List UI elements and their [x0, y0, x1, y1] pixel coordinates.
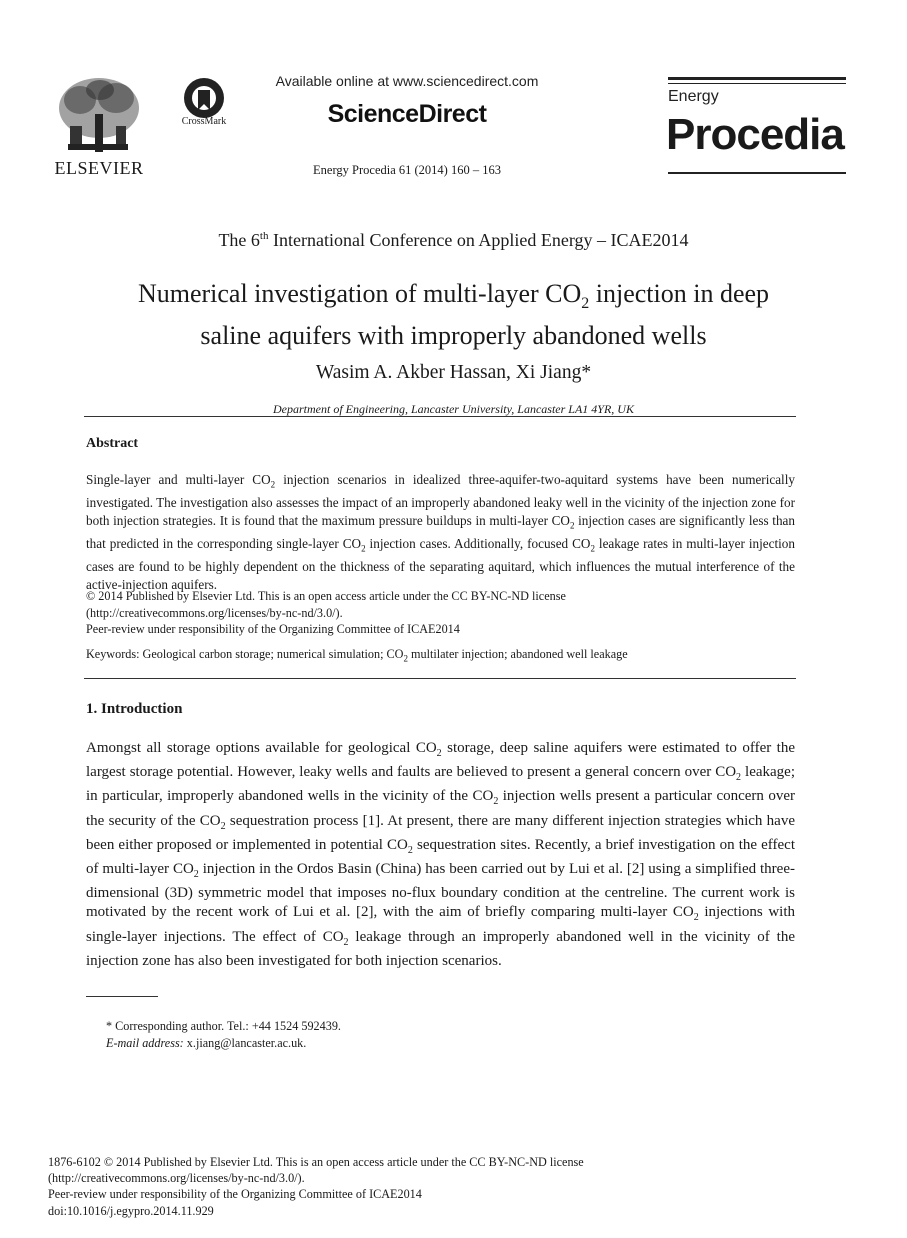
journal-logo-rule — [668, 172, 846, 174]
journal-reference: Energy Procedia 61 (2014) 160 – 163 — [313, 163, 501, 177]
doi-link[interactable]: doi:10.1016/j.egypro.2014.11.929 — [48, 1203, 214, 1218]
sciencedirect-logo[interactable]: ScienceDirect — [327, 100, 487, 128]
journal-logo-rule — [668, 83, 846, 84]
email-link[interactable]: x.jiang@lancaster.ac.uk. — [183, 1036, 307, 1050]
footnote-rule — [86, 996, 158, 997]
authors: Wasim A. Akber Hassan, Xi Jiang* — [315, 362, 592, 383]
divider — [84, 416, 796, 417]
available-online-text[interactable]: Available online at www.sciencedirect.com — [275, 73, 539, 89]
conference-name: The 6th International Conference on Applied Energy – ICAE2014 — [218, 230, 689, 250]
paper-title: Numerical investigation of multi-layer $CO_2$ injection in deep saline aquifers with improperly abandoned wells — [137, 279, 770, 351]
journal-logo-small: Energy — [668, 88, 719, 105]
section-heading-introduction: 1. Introduction — [86, 701, 183, 717]
affiliation: Department of Engineering, Lancaster University, Lancaster LA1 4YR, UK — [273, 402, 634, 416]
journal-logo-rule — [668, 77, 846, 80]
abstract-heading: Abstract — [86, 436, 139, 451]
introduction-body: Amongst all storage options available for geological $CO_2$ storage, deep saline aquifers were estimated to offer the largest storage potential. However, leaky wells and faults are believed to present a general concern over $CO_2$ leakage; in particular, improperly abandoned wells in the vicinity of the $CO_2$ injection wells present a particular concern over the security of the $CO_2$ sequestration process [1]. At present, there are many different injection strategies which have been either proposed or implemented in potential $CO_2$ sequestration sites. Recently, a brief investigation on the effect of multi-layer $CO_2$ injection in the Ordos Basin (China) has been carried out by Lui et al. [2] using a simplified three-dimensional (3D) symmetric model that imposes no-flux boundary condition at the centreline. The current work is motivated by the recent work of Lui et al. [2], with the aim of briefly comparing multi-layer $CO_2$ injections with single-layer injections. The effect of $CO_2$ leakage through an improperly abandoned well in the vicinity of the injection zone has also been investigated for both injection scenarios. — [86, 740, 796, 969]
license-link[interactable]: (http://creativecommons.org/licenses/by-nc-nd/3.0/). — [48, 1171, 305, 1186]
journal-logo-big: Procedia — [666, 110, 844, 159]
publisher-name: ELSEVIER — [54, 158, 144, 178]
email-address: E-mail address: x.jiang@lancaster.ac.uk. — [106, 1036, 307, 1050]
copyright-notice: © 2014 Published by Elsevier Ltd. This is an open access article under the CC BY-NC-ND license (http://creativecommons.org/licenses/by-nc-nd/3.0/). Peer-review under responsibility of the Organizing Committee of ICAE2014 — [86, 588, 795, 638]
page-footer: 1876-6102 © 2014 Published by Elsevier Ltd. This is an open access article under the CC BY-NC-ND license (http://creativecommons.org/licenses/by-nc-nd/3.0/). Peer-review under responsibility of the Organizing Committee of ICAE2014 doi:10.1016/j.egypro.2014.11.929 — [48, 1154, 748, 1219]
divider — [84, 678, 796, 679]
license-link[interactable]: (http://creativecommons.org/licenses/by-nc-nd/3.0/). — [86, 605, 343, 620]
crossmark-label: CrossMark — [181, 116, 227, 127]
corresponding-author: * Corresponding author. Tel.: +44 1524 592439. — [106, 1019, 341, 1033]
keywords: Keywords: Geological carbon storage; numerical simulation; $CO_2$ multilater injection; abandoned well leakage — [86, 647, 628, 664]
abstract-body: Single-layer and multi-layer $CO_2$ injection scenarios in idealized three-aquifer-two-aquitard systems have been numerically investigated. The investigation also assesses the impact of an improperly abandoned leaky well in the vicinity of the injection zone for both injection strategies. It is found that the maximum pressure buildups in multi-layer $CO_2$ injection cases are significantly less than that predicted in the corresponding single-layer $CO_2$ injection cases. Additionally, focused $CO_2$ leakage rates in multi-layer injection cases are found to be highly dependent on the thickness of the separating aquitard, which influences the mutual interference of the active-injection aquifers. — [86, 472, 795, 592]
